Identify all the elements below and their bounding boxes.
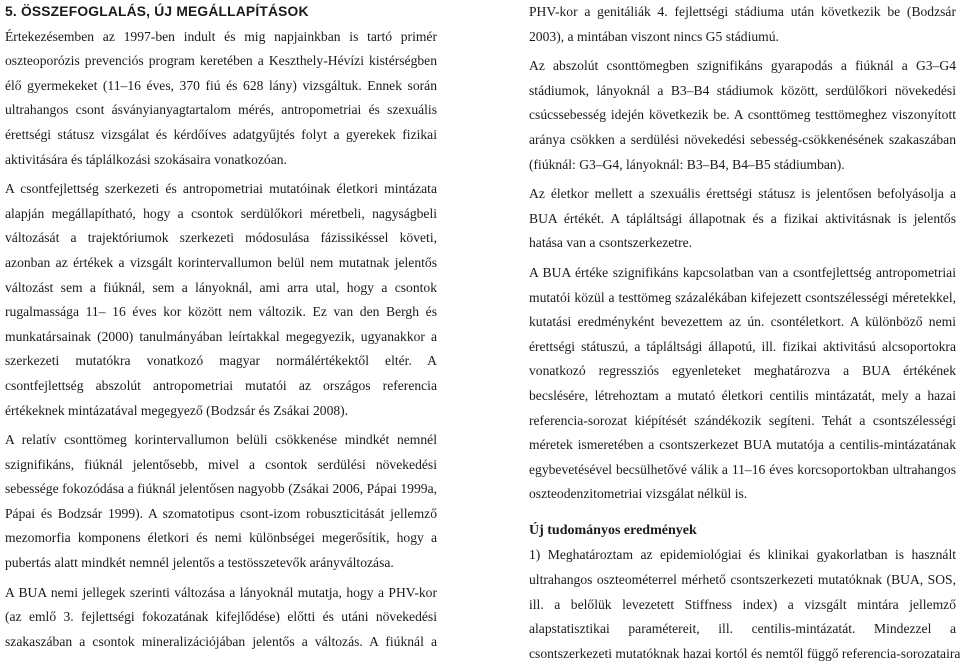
text-line: változását a trajektóriumok szerkezeti módosulása fázissikéssel követi, — [5, 230, 437, 246]
paragraph-absolute-bone-mass — [529, 54, 956, 177]
section-heading: 5. ÖSSZEFOGLALÁS, ÚJ MEGÁLLAPÍTÁSOK — [5, 4, 309, 19]
text-line: aktivitására és táplálkozási szokásaira vonatkozóan. — [5, 151, 287, 167]
text-line: mutatói közül a testtömeg százalékában kifejezett csontszélességi méretekkel, — [529, 289, 956, 305]
text-line: ultrahangos csont ásványianyagtartalom mérés, antropometriai és szexuális — [5, 102, 437, 118]
text-line: oszteodenzitometriai vizsgálat nélkül is. — [529, 486, 748, 502]
text-line: pubertás alatt mindkét nemnél jelentős a testösszetevők arányváltozása. — [5, 555, 394, 571]
text-line: Értekezésemben az 1997-ben indult és mig napjainkban is tartó primér — [5, 28, 437, 44]
text-line: A relatív csonttömeg korintervallumon belüli csökkenése mindkét nemnél — [5, 432, 437, 448]
text-line: Az életkor mellett a szexuális érettségi státusz is jelentősen befolyásolja a — [529, 186, 956, 202]
text-line: értékeknek mintázatával megegyező (Bodzsár és Zsákai 2008). — [5, 402, 349, 418]
text-line: egybevetésével becsülhetővé válik a 11–16 éves korcsoportokban ultrahangos — [529, 461, 956, 477]
text-line: munkatársainak (2000) tanulmányában leírtakkal megegyezik, ugyanakkor a — [5, 328, 437, 344]
subsection-heading: Új tudományos eredmények — [529, 522, 697, 538]
text-line: oszteoporózis prevenciós program keretében a Keszthely-Hévízi kistérségben — [5, 53, 437, 69]
text-line: ill. a belőlük levezetett Stiffness index) a vizsgált mintára jellemző — [529, 596, 956, 612]
text-line: szakaszában a csontok mineralizációjában jelentős a változás. A fiúknál a — [5, 633, 437, 649]
text-line: ultrahangos oszteométerrel mérhető csontszerkezeti mutatóknak (BUA, SOS, — [529, 572, 956, 588]
paragraph-bone-structure — [5, 177, 437, 423]
text-line: hatása van a csontszerkezetre. — [529, 235, 693, 251]
text-line: élő gyermekeket (11–16 éves, 370 fiú és 628 lány) vizsgáltuk. Ennek során — [5, 77, 437, 93]
right-column — [529, 0, 960, 666]
text-line: csontfejlettség abszolút antropometriai mutatói az országos referencia — [5, 377, 437, 393]
paragraph-bua-correlation — [529, 261, 956, 507]
text-line: Pápai és Bodzsár 1999). A szomatotipus csont-izom robuszticitását jellemző — [5, 505, 437, 521]
text-line: Az abszolút csonttömegben szignifikáns gyarapodás a fiúknál a G3–G4 — [529, 58, 956, 74]
paragraph-bua-sex — [5, 581, 437, 655]
text-line: csúcssebesség idején következik be. A csonttömeg testtömeghez viszonyított — [529, 107, 956, 123]
text-line: szignifikáns, fiúknál jelentősebb, mivel a csontok serdülési növekedési — [5, 456, 437, 472]
text-line: BUA értékét. A tápláltsági állapotnak és a fizikai aktivitásnak is jelentős — [529, 210, 956, 226]
text-line: érettségi státusz vizsgálat és kérdőíves adatgyűjtés folyt a gyerekek fizikai — [5, 126, 437, 142]
paragraph-relative-bone-mass — [5, 428, 437, 576]
text-line: 1) Meghatároztam az epidemiológiai és klinikai gyakorlatban is használt — [529, 547, 956, 563]
text-line: aránya csökken a serdülési növekedési sebesség-csökkenésének szakaszában — [529, 131, 956, 147]
text-line: kutatási eredményként bevezettem az ún. csontéletkort. A különböző nemi — [529, 314, 956, 330]
text-line: PHV-kor a genitáliák 4. fejlettségi stádiuma után következik be (Bodzsár — [529, 4, 956, 19]
text-line: stádiumok, lányoknál a B3–B4 stádiumok között, serdülőkori növekedési — [529, 82, 956, 98]
text-line: érettségi státuszú, a tápláltsági állapotú, ill. fizikai aktivitású alcsoportokra — [529, 338, 956, 354]
text-line: szerkezeti mutatókra vonatkozó magyar normálértékektől eltér. A — [5, 353, 437, 369]
text-line: (fiúknál: G3–G4, lányoknál: B3–B4, B4–B5 stádiumban). — [529, 156, 845, 172]
text-line: A BUA nemi jellegek szerinti változása a lányoknál mutatja, hogy a PHV-kor — [5, 584, 437, 600]
paragraph-new-results — [529, 543, 960, 666]
text-line: alapján megállapítható, hogy a csontok serdülőkori méretbeli, nagyságbeli — [5, 205, 437, 221]
text-line: (az emlő 3. fejlettségi fokozatának kifejlődése) előtti és utáni növekedési — [5, 609, 437, 625]
text-line: méretek ismeretében a csontszerkezet BUA mutatója a centilis-mintázatának — [529, 437, 956, 453]
text-line: A BUA értéke szignifikáns kapcsolatban van a csontfejlettség antropometriai — [529, 264, 956, 280]
text-line: vonatkozó regressziós egyenleteket meghatározva a BUA értékének — [529, 363, 956, 379]
left-column — [5, 0, 437, 654]
text-line: változást sem a fiúknál, sem a lányoknál, ami arra utal, hogy a csontok — [5, 279, 437, 295]
text-line: becslésére, létrehoztam a mutató életkori centilis mintázatát, mely a hazai — [529, 387, 956, 403]
paragraph-phv-continuation — [529, 0, 956, 49]
text-line: csontszerkezeti mutatóknak hazai kortól és nemtől függő referencia-sorozataira — [529, 645, 960, 661]
text-line: sebessége fokozódása a fiúknál jelentősen nagyobb (Zsákai 2006, Pápai 1999a, — [5, 481, 437, 497]
paragraph-sexual-maturity — [529, 182, 956, 256]
text-line: mezomorfia komponens életkori és nemi különbségei megerősítik, hogy a — [5, 530, 437, 546]
text-line: referencia-sorozat kiépítését szándékozik segíteni. Tehát a csontszélességi — [529, 412, 956, 428]
text-line: rugalmassága 11– 16 éves kor között nem változik. Ez van den Bergh és — [5, 304, 437, 320]
text-line: alapstatisztikai paramétereit, ill. centilis-mintázatát. Mindezzel a — [529, 621, 956, 637]
text-line: 2003), a mintában viszont nincs G5 stádiumú. — [529, 28, 779, 44]
text-line: A csontfejlettség szerkezeti és antropometriai mutatóinak életkori mintázata — [5, 181, 437, 197]
paragraph-intro — [5, 25, 437, 173]
text-line: azonban az értékek a vizsgált korintervallumon belül nem mutatnak jelentős — [5, 254, 437, 270]
